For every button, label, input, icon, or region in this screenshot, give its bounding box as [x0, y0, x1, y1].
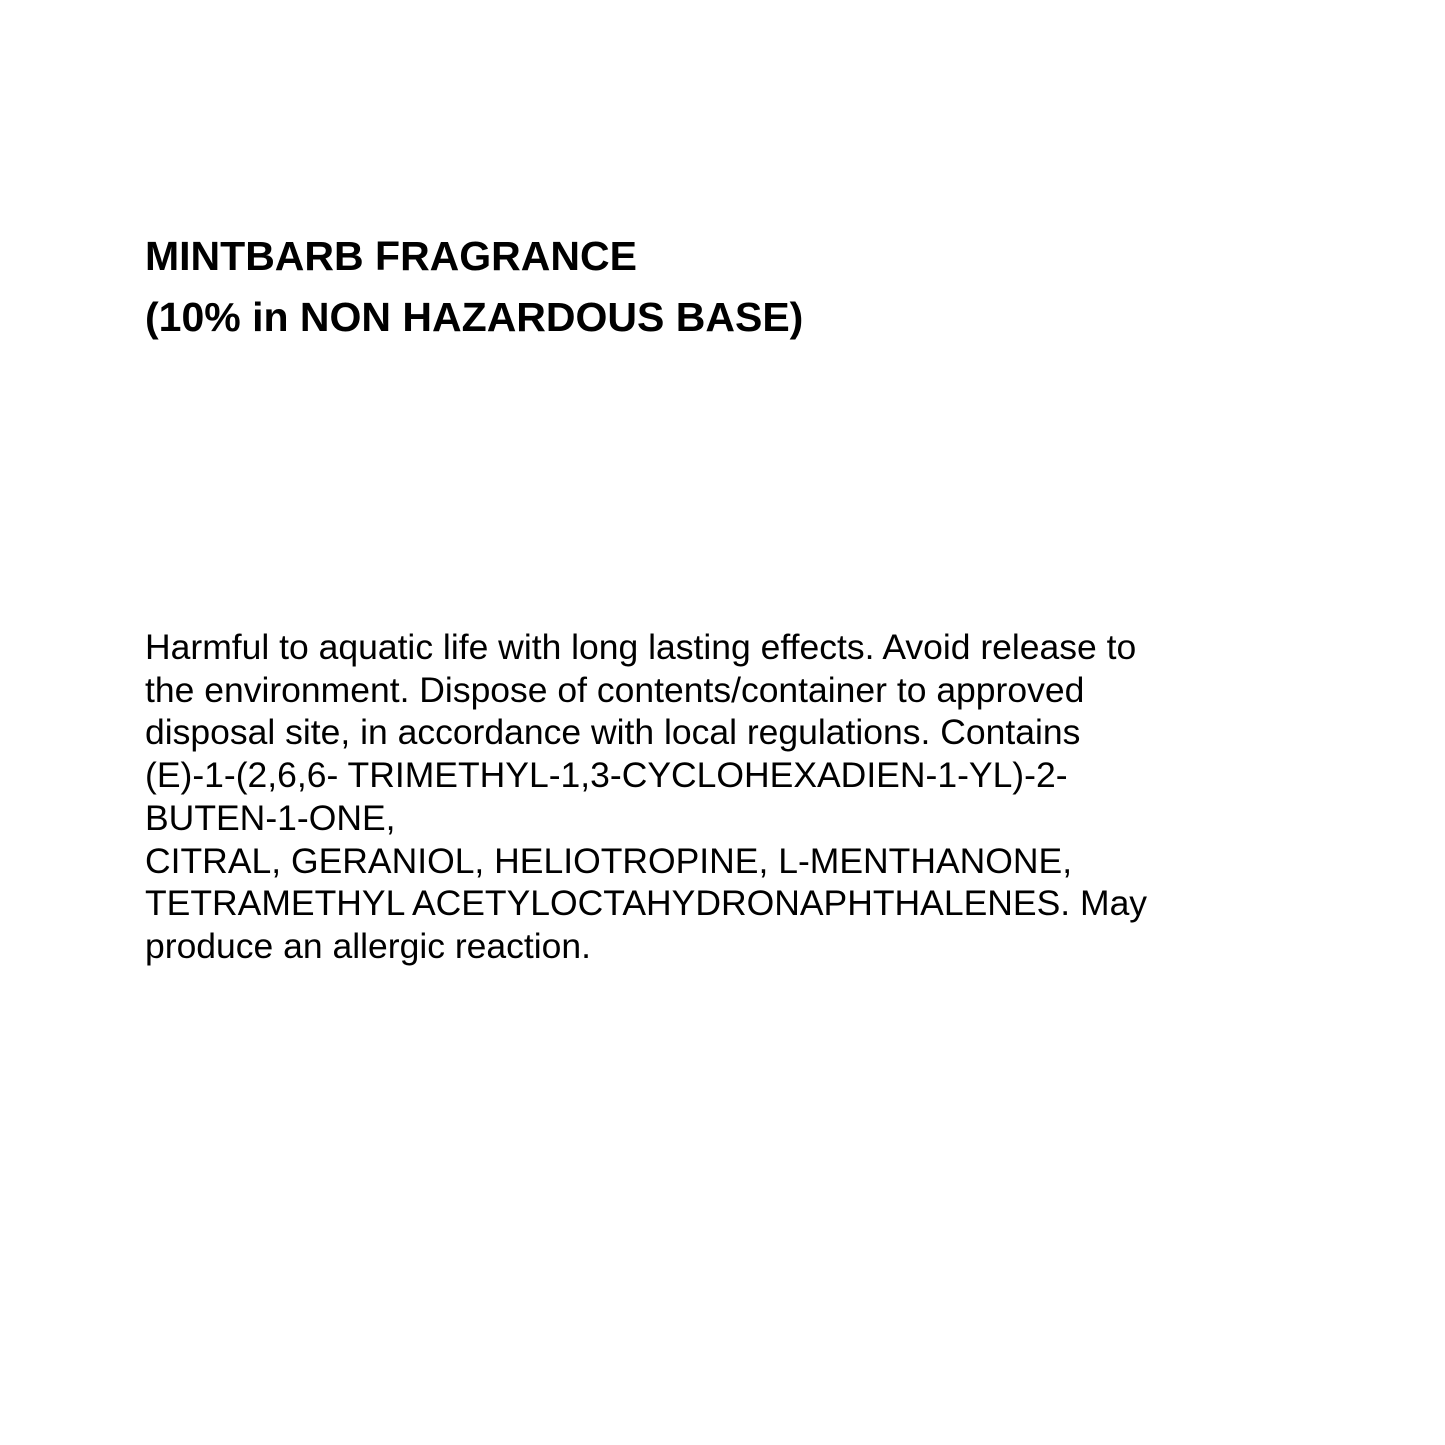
warning-line: CITRAL, GERANIOL, HELIOTROPINE, L-MENTHANONE,	[145, 840, 1073, 881]
warning-line: produce an allergic reaction.	[145, 925, 591, 966]
product-concentration: (10% in NON HAZARDOUS BASE)	[145, 294, 804, 340]
warning-line: disposal site, in accordance with local regulations. Contains	[145, 712, 1081, 753]
product-title	[145, 226, 1345, 348]
product-name: MINTBARB FRAGRANCE	[145, 233, 637, 279]
warning-line: (E)-1-(2,6,6- TRIMETHYL-1,3-CYCLOHEXADIEN-1-YL)-2-	[145, 755, 1068, 796]
hazard-warning-text	[145, 626, 1345, 968]
warning-line: the environment. Dispose of contents/container to approved	[145, 669, 1085, 710]
warning-line: BUTEN-1-ONE,	[145, 797, 396, 838]
warning-line: TETRAMETHYL ACETYLOCTAHYDRONAPHTHALENES. May	[145, 883, 1148, 924]
warning-line: Harmful to aquatic life with long lasting effects. Avoid release to	[145, 627, 1137, 667]
